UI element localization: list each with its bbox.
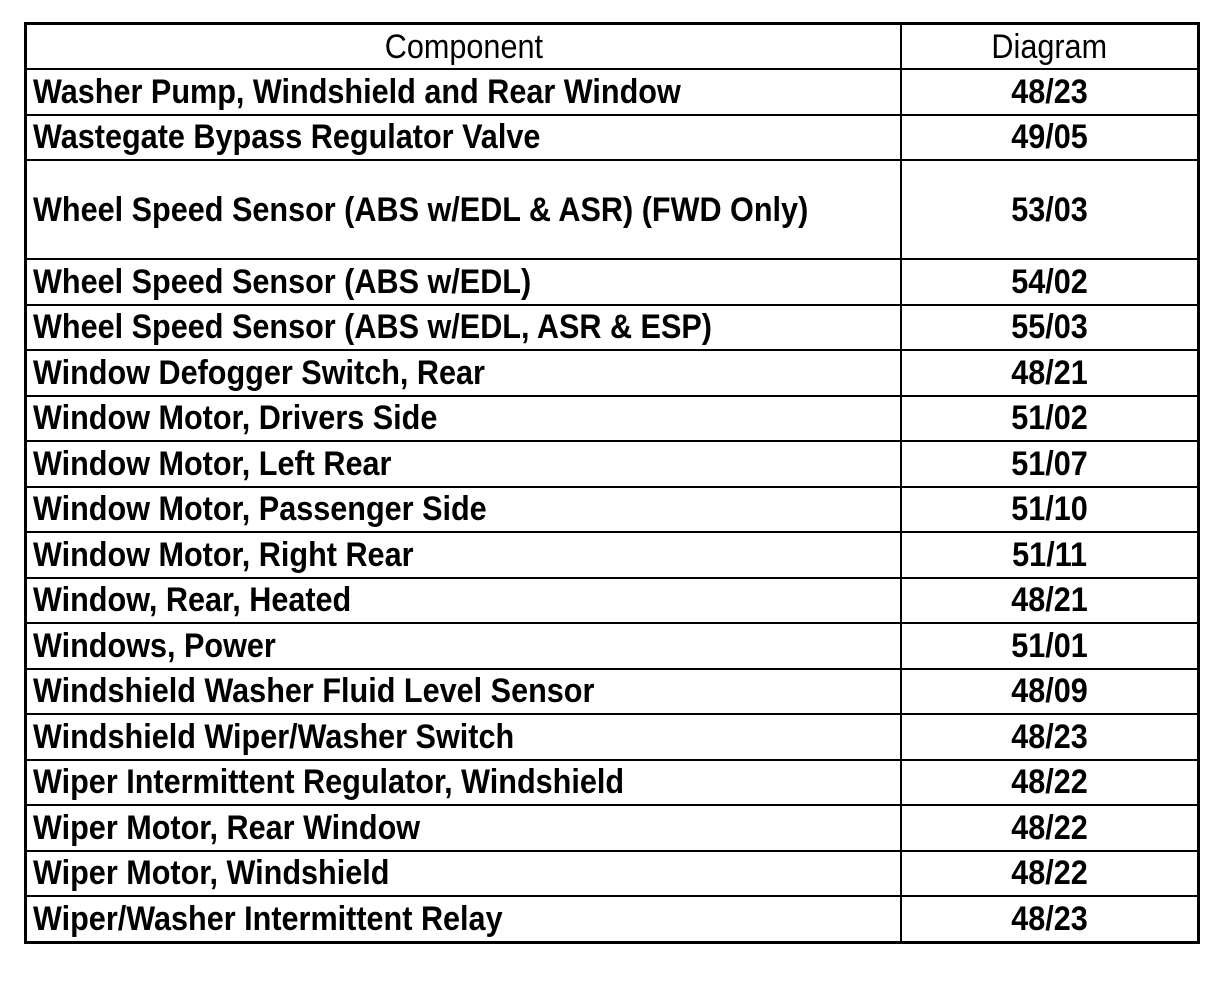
component-name: Wiper Intermittent Regulator, Windshield xyxy=(33,763,625,802)
table-row xyxy=(26,350,1199,396)
component-cell xyxy=(26,714,902,760)
diagram-number: 51/11 xyxy=(1012,535,1088,574)
diagram-cell xyxy=(901,487,1198,533)
component-cell xyxy=(26,259,902,305)
diagram-cell xyxy=(901,160,1198,259)
diagram-number: 54/02 xyxy=(1011,262,1088,301)
diagram-number: 51/10 xyxy=(1011,490,1088,529)
diagram-cell xyxy=(901,69,1198,115)
component-diagram-table xyxy=(24,22,1200,944)
diagram-cell xyxy=(901,259,1198,305)
diagram-cell xyxy=(901,305,1198,351)
component-name: Wiper/Washer Intermittent Relay xyxy=(33,899,503,938)
diagram-cell xyxy=(901,851,1198,897)
component-cell xyxy=(26,305,902,351)
table-row xyxy=(26,714,1199,760)
table-header-row xyxy=(26,24,1199,70)
diagram-cell xyxy=(901,578,1198,624)
diagram-number: 55/03 xyxy=(1011,308,1088,347)
table-row xyxy=(26,305,1199,351)
component-cell xyxy=(26,350,902,396)
component-name: Window Motor, Left Rear xyxy=(33,444,392,483)
component-cell xyxy=(26,396,902,442)
component-cell xyxy=(26,851,902,897)
table-row xyxy=(26,532,1199,578)
component-name: Wheel Speed Sensor (ABS w/EDL) xyxy=(33,262,532,301)
table-row xyxy=(26,851,1199,897)
diagram-number: 51/07 xyxy=(1011,444,1088,483)
diagram-number: 48/22 xyxy=(1011,808,1088,847)
diagram-cell xyxy=(901,896,1198,942)
diagram-cell xyxy=(901,669,1198,715)
diagram-number: 48/21 xyxy=(1011,353,1088,392)
table-row xyxy=(26,441,1199,487)
component-name: Washer Pump, Windshield and Rear Window xyxy=(33,72,681,111)
diagram-column-header: Diagram xyxy=(901,24,1198,70)
component-cell xyxy=(26,487,902,533)
table-row xyxy=(26,160,1199,259)
diagram-cell xyxy=(901,532,1198,578)
table-row xyxy=(26,760,1199,806)
diagram-cell xyxy=(901,623,1198,669)
diagram-number: 53/03 xyxy=(1011,190,1088,229)
component-cell xyxy=(26,578,902,624)
component-name: Window Defogger Switch, Rear xyxy=(33,353,485,392)
component-name: Wheel Speed Sensor (ABS w/EDL & ASR) (FWD Only) xyxy=(33,190,809,229)
component-name: Windows, Power xyxy=(33,626,276,665)
component-name: Window Motor, Passenger Side xyxy=(33,490,487,529)
table-row xyxy=(26,259,1199,305)
diagram-number: 48/23 xyxy=(1011,899,1088,938)
component-cell xyxy=(26,160,902,259)
component-cell xyxy=(26,805,902,851)
table-row xyxy=(26,396,1199,442)
table-row xyxy=(26,69,1199,115)
diagram-cell xyxy=(901,441,1198,487)
component-name: Wheel Speed Sensor (ABS w/EDL, ASR & ESP) xyxy=(33,308,712,347)
component-cell xyxy=(26,760,902,806)
component-name: Windshield Washer Fluid Level Sensor xyxy=(33,672,595,711)
diagram-number: 48/21 xyxy=(1011,581,1088,620)
component-column-header: Component xyxy=(26,24,902,70)
component-name: Window Motor, Right Rear xyxy=(33,535,414,574)
component-name: Wastegate Bypass Regulator Valve xyxy=(33,118,541,157)
diagram-number: 51/01 xyxy=(1011,626,1088,665)
diagram-cell xyxy=(901,115,1198,161)
component-cell xyxy=(26,69,902,115)
component-cell xyxy=(26,115,902,161)
table-row xyxy=(26,669,1199,715)
diagram-cell xyxy=(901,760,1198,806)
diagram-cell xyxy=(901,805,1198,851)
diagram-number: 48/09 xyxy=(1011,672,1088,711)
diagram-cell xyxy=(901,714,1198,760)
component-cell xyxy=(26,441,902,487)
table-row xyxy=(26,578,1199,624)
diagram-number: 49/05 xyxy=(1011,118,1088,157)
component-cell xyxy=(26,532,902,578)
component-name: Window, Rear, Heated xyxy=(33,581,352,620)
diagram-cell xyxy=(901,350,1198,396)
diagram-number: 48/23 xyxy=(1011,72,1088,111)
component-cell xyxy=(26,623,902,669)
table-row xyxy=(26,115,1199,161)
table-row xyxy=(26,896,1199,942)
table-row xyxy=(26,623,1199,669)
table-body xyxy=(26,69,1199,942)
diagram-number: 48/22 xyxy=(1011,763,1088,802)
diagram-cell xyxy=(901,396,1198,442)
diagram-number: 51/02 xyxy=(1011,399,1088,438)
component-name: Wiper Motor, Windshield xyxy=(33,854,390,893)
diagram-number: 48/22 xyxy=(1011,854,1088,893)
component-name: Wiper Motor, Rear Window xyxy=(33,808,421,847)
component-name: Window Motor, Drivers Side xyxy=(33,399,438,438)
diagram-number: 48/23 xyxy=(1011,717,1088,756)
table-row xyxy=(26,487,1199,533)
table-row xyxy=(26,805,1199,851)
component-name: Windshield Wiper/Washer Switch xyxy=(33,717,515,756)
component-cell xyxy=(26,669,902,715)
component-cell xyxy=(26,896,902,942)
